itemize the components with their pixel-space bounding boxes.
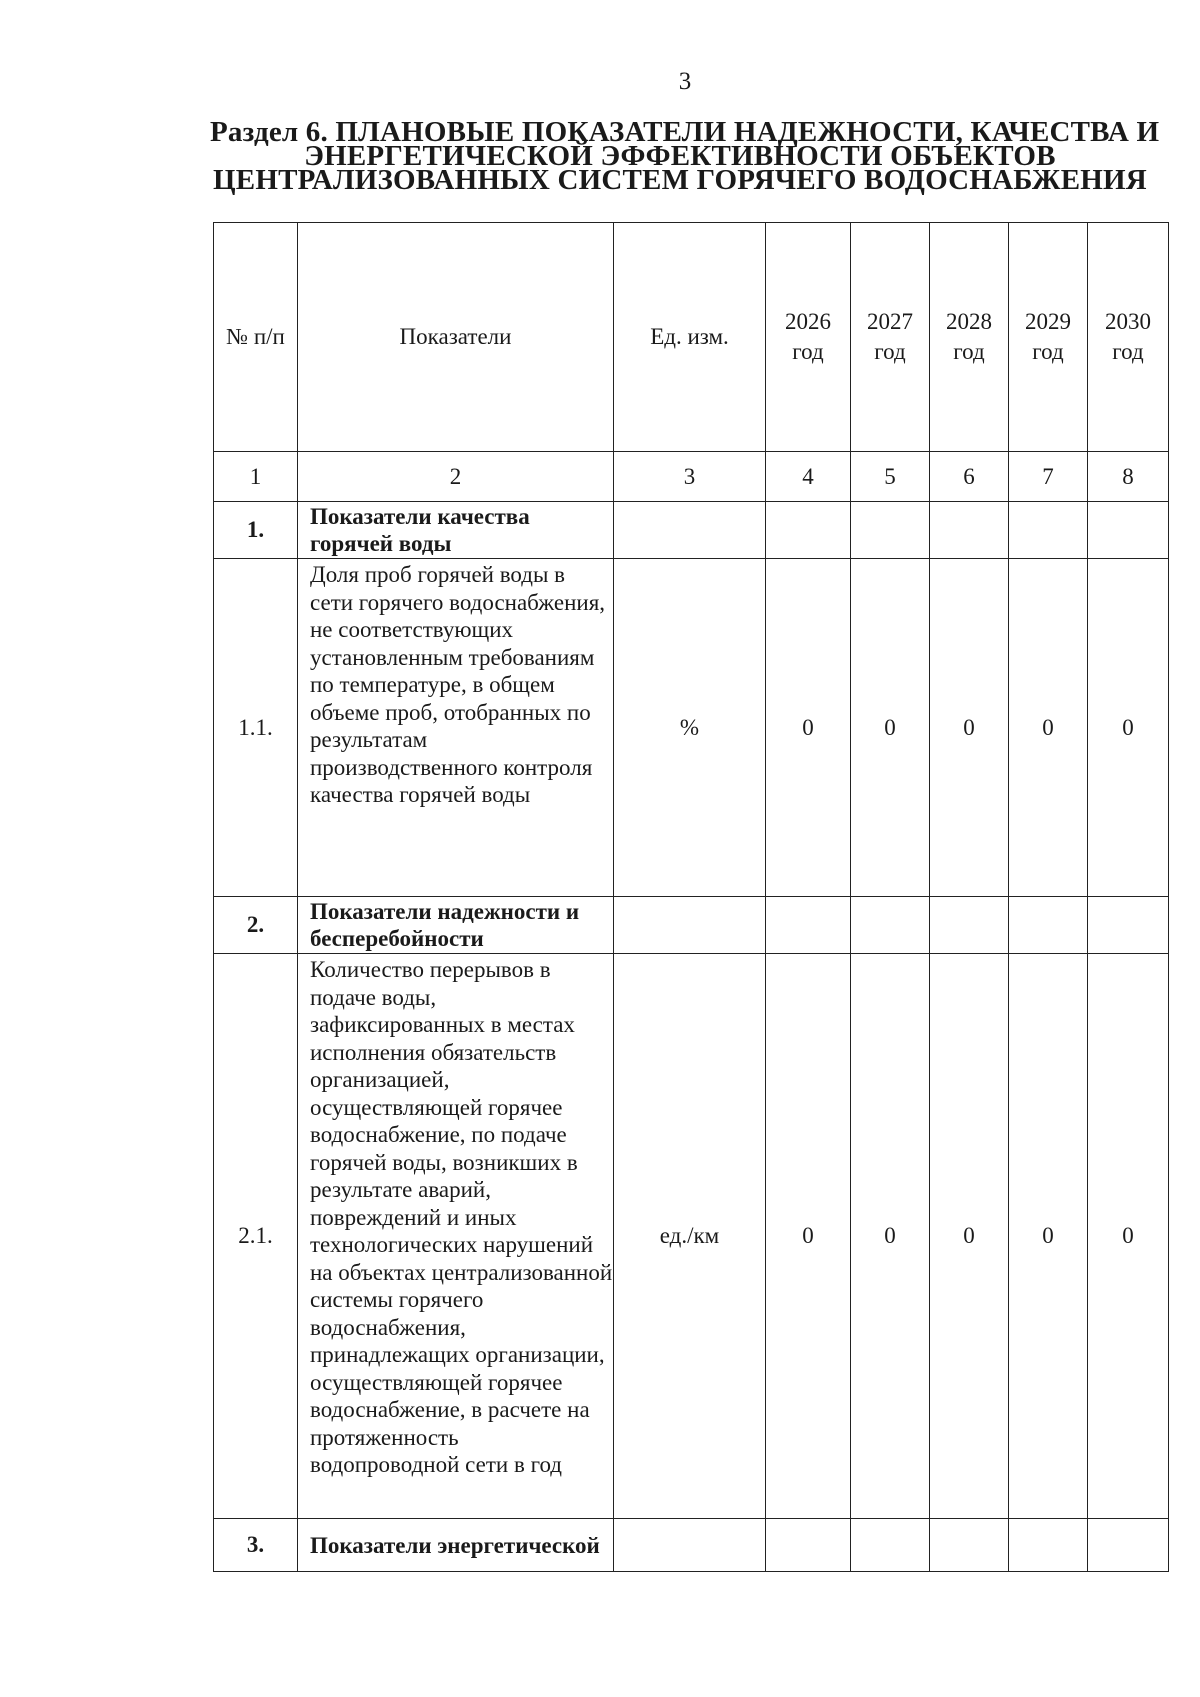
row-number: 1.	[214, 502, 298, 559]
column-number: 4	[766, 452, 851, 502]
header-year: 2027	[867, 309, 913, 334]
empty-cell	[766, 502, 851, 559]
header-year-2026	[766, 223, 851, 452]
header-year-suffix: год	[1112, 339, 1144, 364]
row-number: 3.	[214, 1519, 298, 1572]
empty-cell	[851, 897, 930, 954]
section-title-line-1: Раздел 6. ПЛАНОВЫЕ ПОКАЗАТЕЛИ НАДЕЖНОСТИ, КАЧЕСТВА И	[210, 116, 1160, 148]
empty-cell	[930, 1519, 1009, 1572]
empty-cell	[1088, 502, 1169, 559]
empty-cell	[1088, 897, 1169, 954]
table-row-2-1	[214, 954, 1169, 1519]
value-cell: 0	[766, 559, 851, 897]
section-name: Показатели качества горячей воды	[298, 502, 614, 559]
value-cell: 0	[766, 954, 851, 1519]
empty-cell	[1009, 502, 1088, 559]
value-cell: 0	[1088, 954, 1169, 1519]
header-year-suffix: год	[792, 339, 824, 364]
indicator-name: Количество перерывов в подаче воды, зафиксированных в местах исполнения обязательств организацией, осуществляющей горячее водоснабжение, по подаче горячей воды, возникших в результате аварий, повреждений и иных технологических нарушений на объектах централизованной системы горячего водоснабжения, принадлежащих организации, осуществляющей горячее водоснабжение, в расчете на протяженность водопроводной сети в год	[298, 954, 614, 1519]
section-row-reliability	[214, 897, 1169, 954]
header-year: 2028	[946, 309, 992, 334]
empty-cell	[930, 897, 1009, 954]
value-cell: 0	[851, 954, 930, 1519]
header-row	[214, 223, 1169, 452]
header-year: 2026	[785, 309, 831, 334]
section-title-line-3: ЦЕНТРАЛИЗОВАННЫХ СИСТЕМ ГОРЯЧЕГО ВОДОСНАБЖЕНИЯ	[213, 164, 1147, 196]
header-year-2030	[1088, 223, 1169, 452]
empty-cell	[851, 502, 930, 559]
section-title	[210, 116, 1160, 196]
column-number: 5	[851, 452, 930, 502]
value-cell: 0	[1088, 559, 1169, 897]
value-cell: 0	[1009, 559, 1088, 897]
empty-cell	[766, 897, 851, 954]
unit-cell: ед./км	[614, 954, 766, 1519]
column-number: 7	[1009, 452, 1088, 502]
value-cell: 0	[1009, 954, 1088, 1519]
header-year-suffix: год	[1032, 339, 1064, 364]
header-year-suffix: год	[874, 339, 906, 364]
header-year: 2030	[1105, 309, 1151, 334]
header-year-2029	[1009, 223, 1088, 452]
section-name: Показатели надежности и бесперебойности	[298, 897, 614, 954]
indicator-name: Доля проб горячей воды в сети горячего водоснабжения, не соответствующих установленным требованиям по температуре, в общем объеме проб, отобранных по результатам производственного контроля качества горячей воды	[298, 559, 614, 897]
empty-cell	[1009, 897, 1088, 954]
value-cell: 0	[930, 559, 1009, 897]
header-indicator: Показатели	[298, 223, 614, 452]
header-num: № п/п	[214, 223, 298, 452]
header-year-2027	[851, 223, 930, 452]
header-year-2028	[930, 223, 1009, 452]
row-number: 2.	[214, 897, 298, 954]
empty-cell	[614, 897, 766, 954]
page-number: 3	[678, 68, 692, 95]
column-number: 2	[298, 452, 614, 502]
column-number: 1	[214, 452, 298, 502]
indicators-table	[213, 222, 1169, 1572]
unit-cell: %	[614, 559, 766, 897]
column-number: 8	[1088, 452, 1169, 502]
empty-cell	[1088, 1519, 1169, 1572]
header-year-suffix: год	[953, 339, 985, 364]
value-cell: 0	[930, 954, 1009, 1519]
section-row-energy	[214, 1519, 1169, 1572]
empty-cell	[851, 1519, 930, 1572]
column-number: 3	[614, 452, 766, 502]
column-number: 6	[930, 452, 1009, 502]
row-number: 2.1.	[214, 954, 298, 1519]
empty-cell	[1009, 1519, 1088, 1572]
empty-cell	[614, 1519, 766, 1572]
header-unit: Ед. изм.	[614, 223, 766, 452]
section-name: Показатели энергетической	[298, 1519, 614, 1572]
header-year: 2029	[1025, 309, 1071, 334]
empty-cell	[930, 502, 1009, 559]
column-number-row	[214, 452, 1169, 502]
row-number: 1.1.	[214, 559, 298, 897]
section-row-quality	[214, 502, 1169, 559]
empty-cell	[766, 1519, 851, 1572]
table-row-1-1	[214, 559, 1169, 897]
section-title-line-2: ЭНЕРГЕТИЧЕСКОЙ ЭФФЕКТИВНОСТИ ОБЪЕКТОВ	[304, 140, 1056, 172]
empty-cell	[614, 502, 766, 559]
value-cell: 0	[851, 559, 930, 897]
